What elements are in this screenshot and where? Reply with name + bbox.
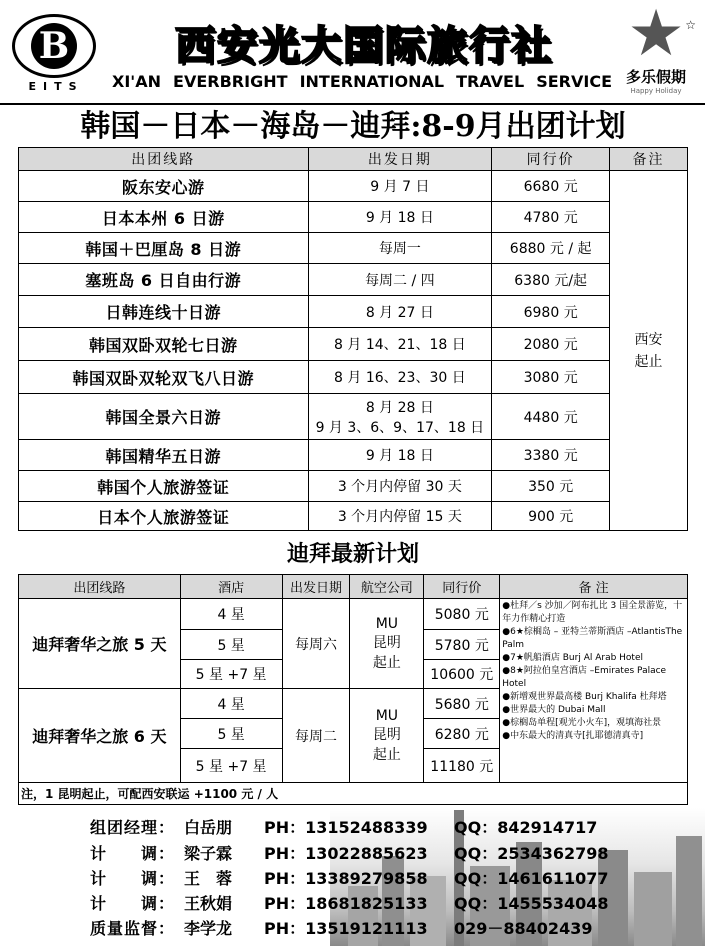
remark-line: ●6★棕榈岛 – 亚特兰蒂斯酒店 –AtlantisThe Palm	[502, 627, 683, 650]
contact-name: 王 蓉	[184, 868, 233, 888]
price-cell: 11180 元	[424, 749, 500, 783]
hotel-cell: 5 星	[180, 630, 282, 660]
price-cell: 4480 元	[492, 394, 610, 440]
remark-line: ●世界最大的 Dubai Mall	[502, 705, 606, 715]
price-cell: 6380 元/起	[492, 264, 610, 296]
contact-role: 计 调：	[90, 843, 176, 863]
company-en-word: TRAVEL	[456, 72, 525, 91]
contact-qq: QQ：1461611077	[454, 868, 609, 888]
contact-phone: PH：13389279858	[264, 868, 428, 888]
company-name-en	[112, 72, 612, 91]
airline-line: 起止	[372, 654, 401, 671]
table-row	[19, 599, 688, 630]
contact-role: 计 调：	[90, 868, 176, 888]
contact-qq: QQ：842914717	[454, 817, 598, 837]
table-header-row	[19, 575, 688, 599]
company-en-word: EVERBRIGHT	[173, 72, 288, 91]
logo-emblem	[12, 14, 96, 78]
brand-name: 多乐假期	[625, 68, 686, 86]
hotel-cell: 5 星	[180, 719, 282, 749]
remark-line: ●棕榈岛单程[观光小火车]，观填海社景	[502, 718, 662, 728]
contact-row	[90, 864, 624, 890]
remarks-cell	[500, 599, 688, 783]
column-header: 出团线路	[19, 575, 181, 599]
table-header-row	[19, 148, 688, 171]
dubai-schedule-table	[18, 574, 688, 805]
date-cell: 9 月 18 日	[308, 202, 492, 233]
route-cell: 日本个人旅游签证	[19, 502, 309, 531]
table-row	[19, 264, 688, 296]
contact-phone: PH：13022885623	[264, 843, 428, 863]
logo-letter: B	[31, 23, 77, 69]
date-cell: 9 月 7 日	[308, 171, 492, 202]
route-cell: 日韩连线十日游	[19, 296, 309, 328]
route-cell: 韩国＋巴厘岛 8 日游	[19, 233, 309, 264]
airline-cell	[350, 689, 424, 783]
note-line: 起止	[634, 353, 663, 370]
logo-text: EITS	[28, 80, 84, 93]
airline-line: MU	[375, 615, 399, 632]
company-en-word: SERVICE	[536, 72, 612, 91]
company-en-word: XI'AN	[112, 72, 161, 91]
route-cell: 韩国双卧双轮七日游	[19, 328, 309, 361]
contact-qq: 029－88402439	[454, 918, 593, 938]
table-footnote-row	[19, 783, 688, 805]
contacts-section	[0, 808, 705, 946]
contact-row	[90, 914, 624, 940]
date-cell: 8 月 27 日	[308, 296, 492, 328]
contact-phone: PH：13519121113	[264, 918, 428, 938]
column-header: 备注	[610, 148, 688, 171]
price-cell: 10600 元	[424, 660, 500, 689]
column-header: 出发日期	[282, 575, 350, 599]
table-row	[19, 233, 688, 264]
remark-line: ●7★帆船酒店 Burj Al Arab Hotel	[502, 653, 644, 663]
price-cell: 900 元	[492, 502, 610, 531]
price-cell: 4780 元	[492, 202, 610, 233]
day-cell: 每周二	[282, 689, 350, 783]
hotel-cell: 4 星	[180, 689, 282, 719]
route-cell: 韩国双卧双轮双飞八日游	[19, 361, 309, 394]
airline-line: 起止	[372, 746, 401, 763]
column-header: 同行价	[492, 148, 610, 171]
main-title: 韩国－日本－海岛－迪拜:8-9月出团计划	[80, 109, 626, 144]
note-cell	[610, 171, 688, 531]
price-cell: 6280 元	[424, 719, 500, 749]
route-cell: 塞班岛 6 日自由行游	[19, 264, 309, 296]
contact-qq: QQ：2534362798	[454, 843, 609, 863]
airline-line: MU	[375, 707, 399, 724]
table-row	[19, 502, 688, 531]
contact-phone: PH：13152488339	[264, 817, 428, 837]
company-en-word: INTERNATIONAL	[299, 72, 445, 91]
date-cell	[308, 394, 492, 440]
brand-name-en: Happy Holiday	[630, 87, 682, 95]
table-row	[19, 202, 688, 233]
company-logo	[8, 14, 104, 94]
small-star-icon: ☆	[685, 18, 696, 32]
table-row	[19, 471, 688, 502]
route-cell: 日本本州 6 日游	[19, 202, 309, 233]
table-row	[19, 361, 688, 394]
date-cell: 9 月 18 日	[308, 440, 492, 471]
contact-row	[90, 839, 624, 865]
hotel-cell: 4 星	[180, 599, 282, 630]
route-cell: 韩国个人旅游签证	[19, 471, 309, 502]
price-cell: 5680 元	[424, 689, 500, 719]
date-cell: 每周二 / 四	[308, 264, 492, 296]
price-cell: 6880 元 / 起	[492, 233, 610, 264]
contact-role: 质量监督：	[90, 918, 176, 938]
date-cell: 3 个月内停留 30 天	[308, 471, 492, 502]
footnote: 注，1 昆明起止，可配西安联运 +1100 元 / 人	[19, 783, 688, 805]
column-header: 备 注	[500, 575, 688, 599]
airline-cell	[350, 599, 424, 689]
column-header: 同行价	[424, 575, 500, 599]
contact-role: 组团经理：	[90, 817, 176, 837]
company-name-cn: 西安光大国际旅行社	[175, 22, 553, 69]
date-cell: 3 个月内停留 15 天	[308, 502, 492, 531]
price-cell: 350 元	[492, 471, 610, 502]
korea-japan-schedule-table	[18, 147, 688, 531]
table-row	[19, 296, 688, 328]
date-line: 8 月 28 日	[365, 399, 434, 416]
table-row	[19, 440, 688, 471]
column-header: 酒店	[180, 575, 282, 599]
remark-line: ●中东最大的清真寺[扎耶德清真寺]	[502, 731, 644, 741]
note-line: 西安	[634, 331, 663, 348]
contact-name: 王秋娟	[184, 893, 233, 913]
date-cell: 8 月 16、23、30 日	[308, 361, 492, 394]
price-cell: 6980 元	[492, 296, 610, 328]
day-cell: 每周六	[282, 599, 350, 689]
remark-line: ●杜拜／s 沙加／阿布扎比 3 国全景游览，十年力作精心打造	[502, 601, 683, 624]
price-cell: 3380 元	[492, 440, 610, 471]
column-header: 出团线路	[19, 148, 309, 171]
contact-name: 李学龙	[184, 918, 233, 938]
price-cell: 5780 元	[424, 630, 500, 660]
contact-name: 白岳朋	[184, 817, 233, 837]
hotel-cell: 5 星 +7 星	[180, 749, 282, 783]
dubai-section-title: 迪拜最新计划	[286, 541, 419, 567]
route-cell: 韩国精华五日游	[19, 440, 309, 471]
price-cell: 3080 元	[492, 361, 610, 394]
date-cell: 每周一	[308, 233, 492, 264]
hotel-cell: 5 星 +7 星	[180, 660, 282, 689]
airline-line: 昆明	[372, 634, 401, 651]
route-cell: 阪东安心游	[19, 171, 309, 202]
remark-line: ●新增观世界最高楼 Burj Khalifa 杜拜塔	[502, 692, 667, 702]
route-cell: 迪拜奢华之旅 6 天	[19, 689, 181, 783]
star-icon: ★	[627, 0, 685, 71]
date-cell: 8 月 14、21、18 日	[308, 328, 492, 361]
route-cell: 迪拜奢华之旅 5 天	[19, 599, 181, 689]
table-row	[19, 328, 688, 361]
contact-role: 计 调：	[90, 893, 176, 913]
contact-name: 梁子霖	[184, 843, 233, 863]
column-header: 出发日期	[308, 148, 492, 171]
route-cell: 韩国全景六日游	[19, 394, 309, 440]
price-cell: 5080 元	[424, 599, 500, 630]
column-header: 航空公司	[350, 575, 424, 599]
price-cell: 2080 元	[492, 328, 610, 361]
header	[0, 0, 705, 105]
remark-line: ●8★阿拉伯皇宫酒店 –Emirates Palace Hotel	[502, 666, 667, 689]
contact-row	[90, 889, 624, 915]
table-row	[19, 394, 688, 440]
table-row	[19, 171, 688, 202]
date-line: 9 月 3、6、9、17、18 日	[315, 419, 485, 436]
brand-logo	[614, 0, 698, 100]
contact-qq: QQ：1455534048	[454, 893, 609, 913]
airline-line: 昆明	[372, 726, 401, 743]
price-cell: 6680 元	[492, 171, 610, 202]
contact-row	[90, 813, 624, 839]
contact-phone: PH：18681825133	[264, 893, 428, 913]
